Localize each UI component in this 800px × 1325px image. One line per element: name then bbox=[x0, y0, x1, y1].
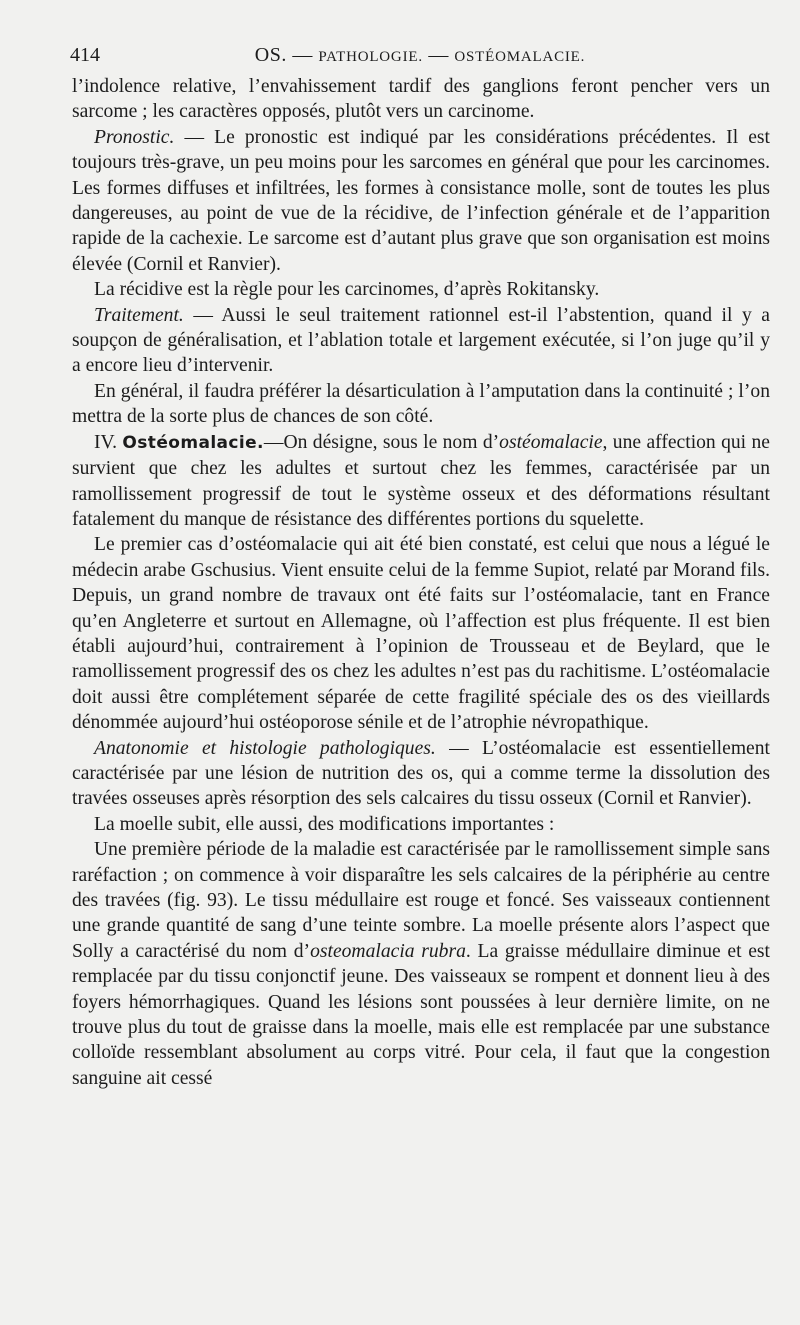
paragraph-text: — L’ostéomalacie est essentiellement caractérisée par une lésion de nutrition des os, qui a comme terme la dissolution des travées osseuses après résorption des sels calcaires du tissu osseux (Cornil et Ranvier). bbox=[72, 737, 770, 810]
paragraph-text: —On désigne, sous le nom d’ bbox=[263, 431, 500, 453]
paragraph-anatomie bbox=[72, 736, 770, 812]
page-number: 414 bbox=[70, 44, 100, 66]
heading-osteomalacie: Ostéomalacie. bbox=[122, 432, 264, 453]
paragraph-pronostic bbox=[72, 125, 770, 277]
paragraph-premiere-periode bbox=[72, 837, 770, 1091]
body-text bbox=[72, 74, 770, 1091]
running-title-dash: — bbox=[428, 44, 449, 66]
paragraph-continuation: l’indolence relative, l’envahissement tardif des ganglions feront pencher vers un sarcome ; les caractères opposés, plutôt vers un carcinome. bbox=[72, 76, 770, 123]
paragraph-history: Le premier cas d’ostéomalacie qui ait été bien constaté, est celui que nous a légué le médecin arabe Gschusius. Vient ensuite celui de la femme Supiot, relaté par Morand fils. Depuis, un grand nombre de travaux ont été faits sur l’ostéomalacie, tant en France qu’en Angleterre et surtout en Allemagne, où l’affection est plus fréquente. Il est bien établi aujourd’hui, contrairement à l’opinion de Trousseau et de Beylard, que le ramollissement progressif des os chez les adultes n’est pas du rachitisme. L’ostéomalacie doit aussi être complétement séparée de cette fragilité spéciale des os des vieillards dénommée aujourd’hui ostéoporose sénile et de l’atrophie névropathique. bbox=[72, 534, 770, 734]
heading-traitement: Traitement. bbox=[94, 304, 184, 326]
term-osteomalacie: ostéomalacie bbox=[499, 431, 603, 453]
paragraph-traitement bbox=[72, 303, 770, 379]
paragraph-general: En général, il faudra préférer la désarticulation à l’amputation dans la continuité ; l’on mettra de la sorte plus de chances de son côté. bbox=[72, 380, 770, 428]
paragraph-text: . La graisse médullaire diminue et est remplacée par du tissu conjonctif jeune. Des vaisseaux se rompent et donnent lieu à des foyers hémorrhagiques. Quand les lésions sont poussées à leur dernière limite, on ne trouve plus du tout de graisse dans la moelle, mais elle est remplacée par une substance colloïde ressemblant absolument au corps vitré. Pour cela, il faut que la congestion sanguine ait cessé bbox=[72, 940, 770, 1089]
running-title-subsection: OSTÉOMALACIE. bbox=[454, 49, 586, 65]
term-osteomalacia-rubra: osteomalacia rubra bbox=[310, 940, 466, 962]
page-header bbox=[70, 44, 770, 72]
paragraph-text: Une première période de la maladie est caractérisée par le ramollissement simple sans raréfaction ; on commence à voir disparaître les sels calcaires de la périphérie au centre des travées (fig. 93). Le tissu médullaire est rouge et foncé. Ses vaisseaux contiennent une grande quantité de sang d’une teinte sombre. La moelle présente alors l’aspect que Solly a caractérisé du nom d’ bbox=[72, 839, 770, 962]
paragraph-text: , une affection qui ne survient que chez les adultes et surtout chez les femmes, caractérisée par un ramollissement progressif de tout le système osseux et des déformations résultant fatalement du manque de résistance des différentes portions du squelette. bbox=[72, 431, 770, 530]
paragraph-osteomalacie bbox=[72, 430, 770, 533]
paragraph-moelle: La moelle subit, elle aussi, des modifications importantes : bbox=[94, 813, 555, 835]
running-title-os: OS. bbox=[254, 44, 287, 66]
paragraph-text: — Aussi le seul traitement rationnel est-il l’abstention, quand il y a soupçon de généralisation, et l’ablation totale et largement exécutée, si l’on juge qu’il y a encore lieu d’intervenir. bbox=[72, 304, 770, 377]
paragraph-text: — Le pronostic est indiqué par les considérations précédentes. Il est toujours très-grave, un peu moins pour les sarcomes en général que pour les carcinomes. Les formes diffuses et infiltrées, les formes à consistance molle, sont de toutes les plus dangereuses, au point de vue de la récidive, de l’infection générale et de l’apparition rapide de la cachexie. Le sarcome est d’autant plus grave que son organisation est moins élevée (Cornil et Ranvier). bbox=[72, 126, 770, 275]
running-title-dash: — bbox=[292, 44, 313, 66]
running-title bbox=[70, 44, 770, 67]
running-title-section: PATHOLOGIE. bbox=[318, 49, 423, 65]
paragraph-recidive: La récidive est la règle pour les carcinomes, d’après Rokitansky. bbox=[94, 279, 600, 301]
heading-pronostic: Pronostic. bbox=[94, 126, 175, 148]
section-number: IV. bbox=[94, 431, 123, 453]
heading-anatomie: Anatonomie et histologie pathologiques. bbox=[94, 737, 436, 759]
